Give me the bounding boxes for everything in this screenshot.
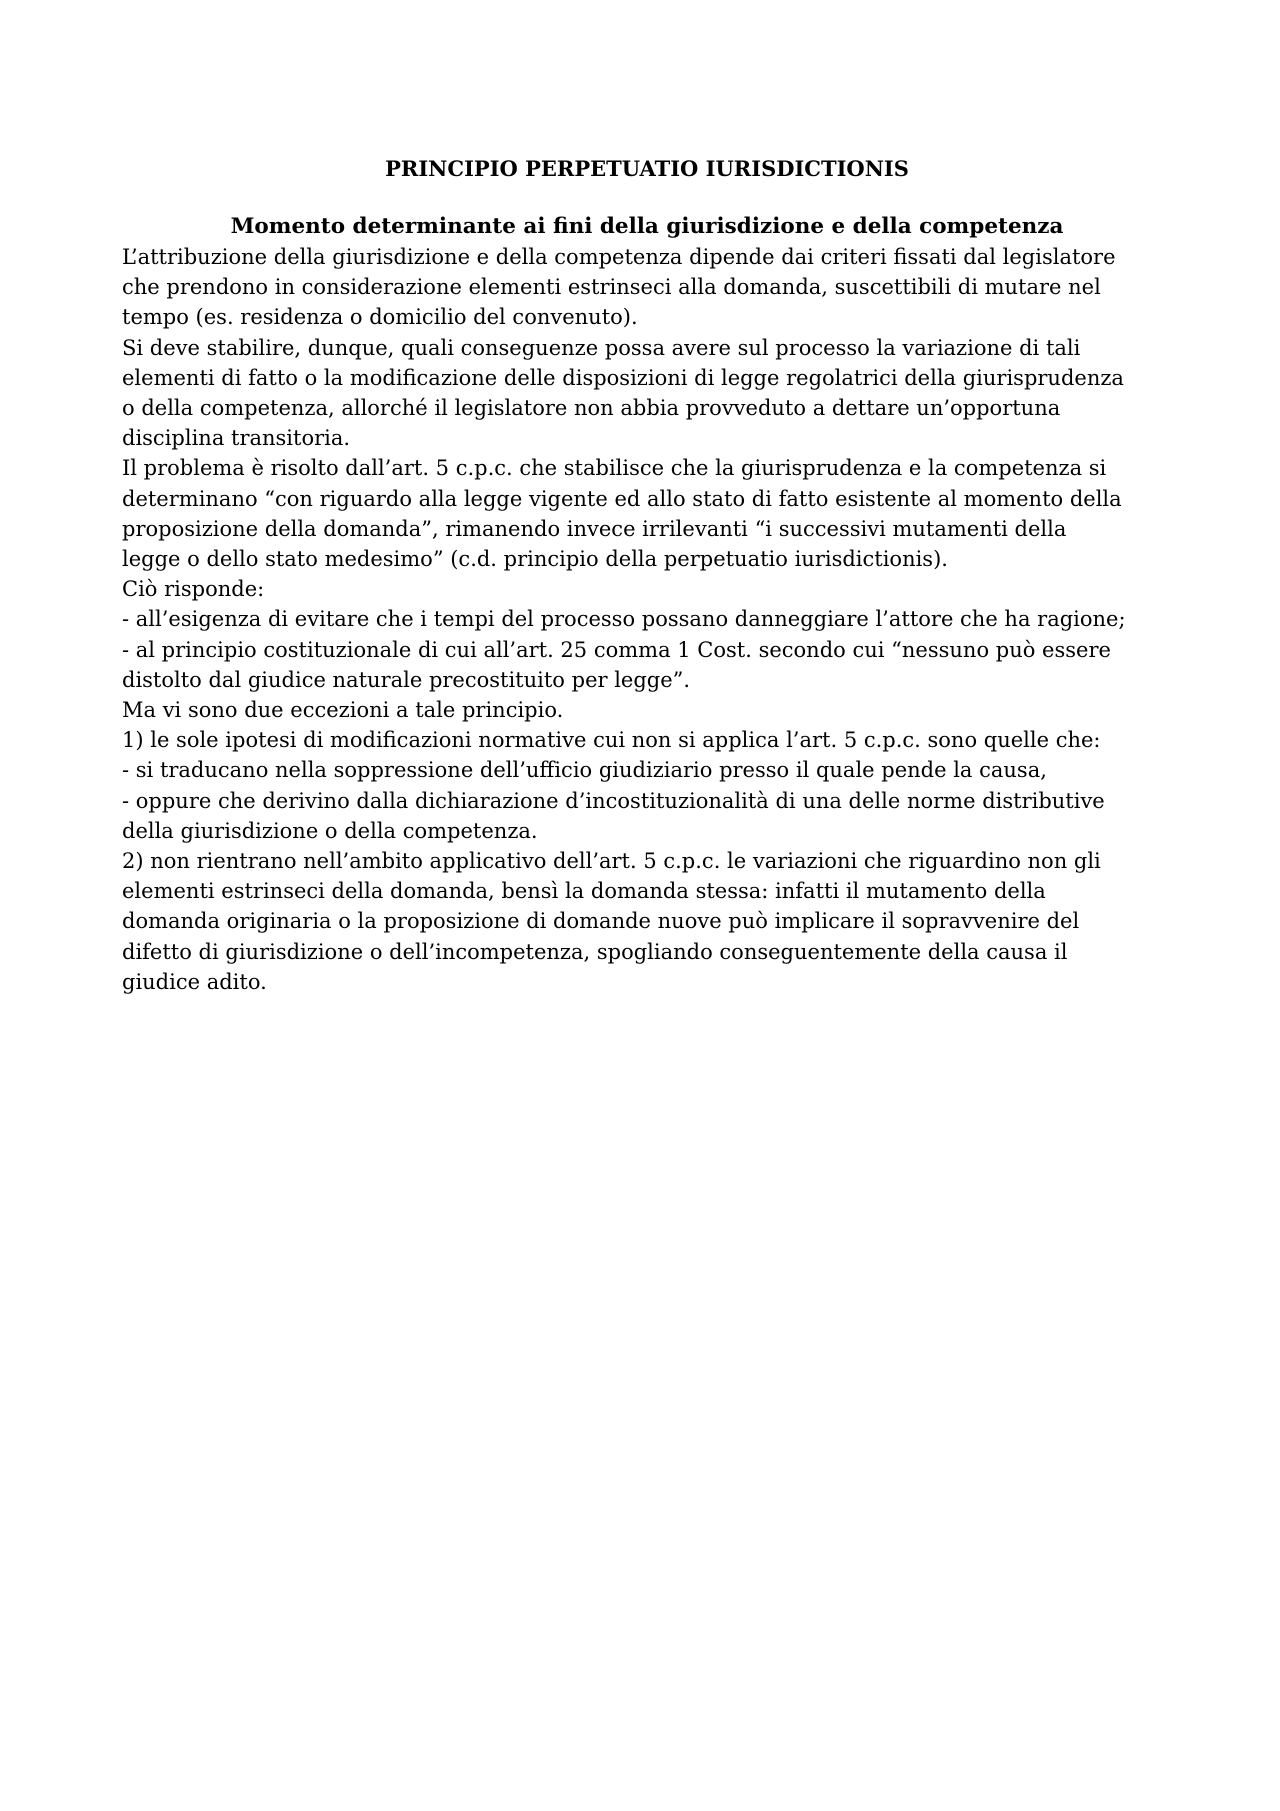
body-line: difetto di giurisdizione o dell’incompetenza, spogliando conseguentemente della causa il bbox=[122, 939, 1068, 964]
body-line: - all’esigenza di evitare che i tempi del processo possano danneggiare l’attore che ha ragione; bbox=[122, 607, 1126, 632]
body-line: che prendono in considerazione elementi estrinseci alla domanda, suscettibili di mutare nel bbox=[122, 275, 1101, 300]
body-line: 1) le sole ipotesi di modificazioni normative cui non si applica l’art. 5 c.p.c. sono quelle che: bbox=[122, 728, 1101, 753]
body-line: Il problema è risolto dall’art. 5 c.p.c. che stabilisce che la giurisprudenza e la competenza si bbox=[122, 456, 1107, 481]
body-line: tempo (es. residenza o domicilio del convenuto). bbox=[122, 305, 638, 330]
body-line: Ma vi sono due eccezioni a tale principio. bbox=[122, 698, 564, 723]
document-body bbox=[122, 242, 1172, 997]
body-line: o della competenza, allorché il legislatore non abbia provveduto a dettare un’opportuna bbox=[122, 396, 1061, 421]
body-line: disciplina transitoria. bbox=[122, 426, 351, 451]
body-line: elementi estrinseci della domanda, bensì la domanda stessa: infatti il mutamento della bbox=[122, 879, 1046, 904]
body-line: Ciò risponde: bbox=[122, 577, 265, 602]
body-line: determinano “con riguardo alla legge vigente ed allo stato di fatto esistente al momento della bbox=[122, 486, 1122, 511]
body-line: domanda originaria o la proposizione di domande nuove può implicare il sopravvenire del bbox=[122, 909, 1080, 934]
body-line: giudice adito. bbox=[122, 969, 267, 994]
document-content bbox=[122, 154, 1172, 997]
body-line: proposizione della domanda”, rimanendo invece irrilevanti “i successivi mutamenti della bbox=[122, 516, 1067, 541]
body-line: 2) non rientrano nell’ambito applicativo dell’art. 5 c.p.c. le variazioni che riguardino non gli bbox=[122, 849, 1101, 874]
body-line: elementi di fatto o la modificazione delle disposizioni di legge regolatrici della giurisprudenza bbox=[122, 365, 1124, 390]
body-line: L’attribuzione della giurisdizione e della competenza dipende dai criteri fissati dal legislatore bbox=[122, 245, 1116, 269]
body-line: della giurisdizione o della competenza. bbox=[122, 818, 538, 843]
body-line: distolto dal giudice naturale precostituito per legge”. bbox=[122, 667, 691, 692]
body-line: - si traducano nella soppressione dell’ufficio giudiziario presso il quale pende la causa, bbox=[122, 758, 1047, 783]
document-subtitle: Momento determinante ai fini della giurisdizione e della competenza bbox=[230, 214, 1064, 239]
document-title: PRINCIPIO PERPETUATIO IURISDICTIONIS bbox=[385, 156, 909, 181]
body-line: - oppure che derivino dalla dichiarazione d’incostituzionalità di una delle norme distributive bbox=[122, 788, 1105, 813]
body-line: legge o dello stato medesimo” (c.d. principio della perpetuatio iurisdictionis). bbox=[122, 547, 948, 572]
body-line: - al principio costituzionale di cui all’art. 25 comma 1 Cost. secondo cui “nessuno può essere bbox=[122, 637, 1111, 662]
body-line: Si deve stabilire, dunque, quali conseguenze possa avere sul processo la variazione di tali bbox=[122, 335, 1081, 360]
